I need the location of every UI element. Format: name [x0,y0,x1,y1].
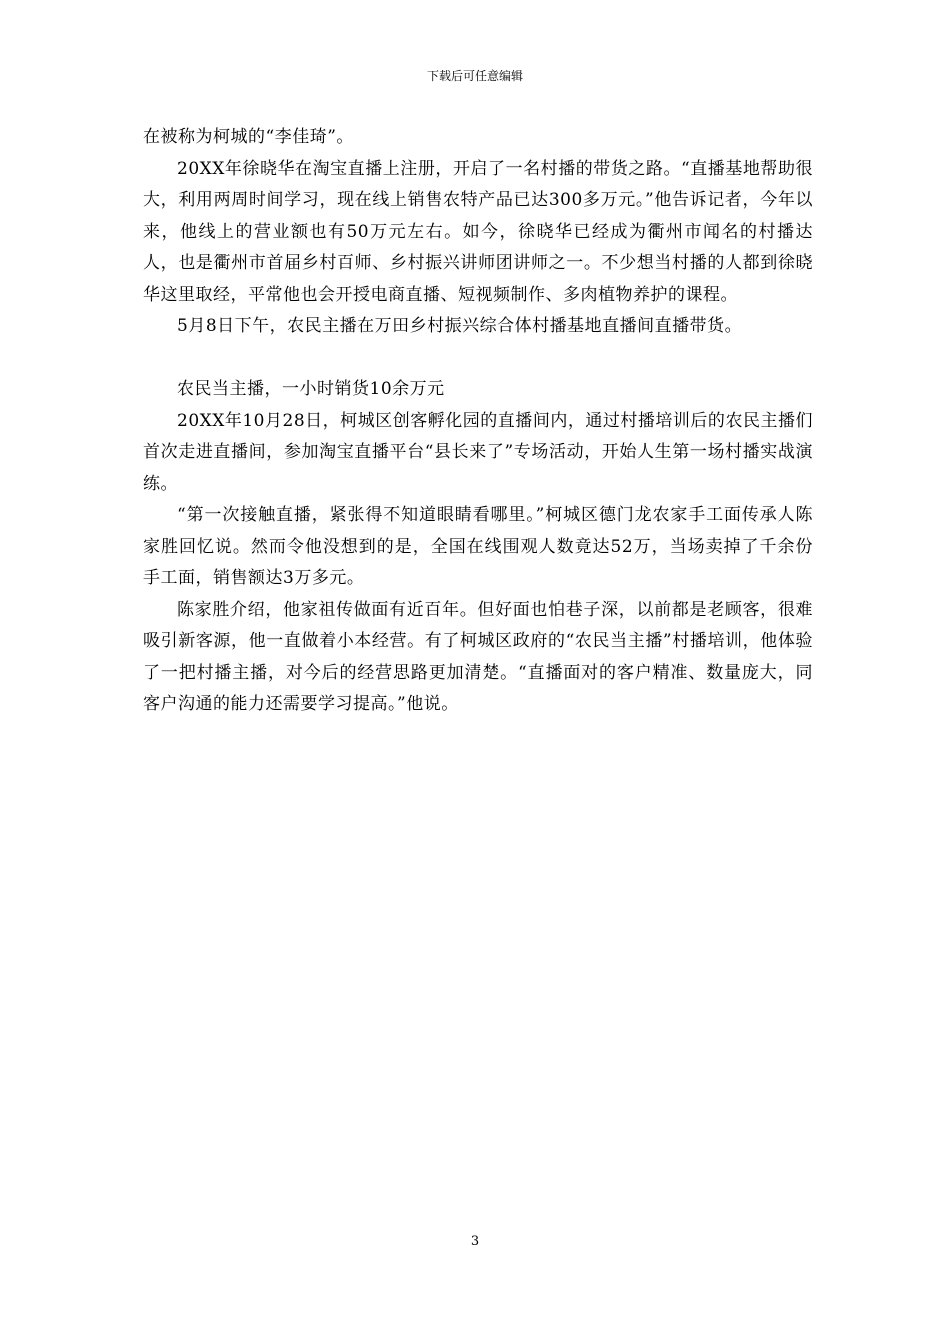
paragraph: 陈家胜介绍，他家祖传做面有近百年。但好面也怕巷子深，以前都是老顾客，很难吸引新客源，他一直做着小本经营。有了柯城区政府的“农民当主播”村播培训，他体验了一把村播主播，对今后的经营思路更加清楚。“直播面对的客户精准、数量庞大，同客户沟通的能力还需要学习提高。”他说。 [143,599,813,714]
paragraph: 20XX年徐晓华在淘宝直播上注册，开启了一名村播的带货之路。“直播基地帮助很大，利用两周时间学习，现在线上销售农特产品已达300多万元。”他告诉记者，今年以来，他线上的营业额也有50万元左右。如今，徐晓华已经成为衢州市闻名的村播达人，也是衢州市首届乡村百师、乡村振兴讲师团讲师之一。不少想当村播的人都到徐晓华这里取经，平常他也会开授电商直播、短视频制作、多肉植物养护的课程。 [143,158,813,305]
page-header: 下载后可任意编辑 [426,69,523,83]
paragraph: 20XX年10月28日，柯城区创客孵化园的直播间内，通过村播培训后的农民主播们首次走进直播间，参加淘宝直播平台“县长来了”专场活动，开始人生第一场村播实战演练。 [143,410,813,494]
paragraph-continuation: 在被称为柯城的“李佳琦”。 [143,127,354,147]
paragraph: “第一次接触直播，紧张得不知道眼睛看哪里。”柯城区德门龙农家手工面传承人陈家胜回忆说。然而令他没想到的是，全国在线围观人数竟达52万，当场卖掉了千余份手工面，销售额达3万多元。 [143,505,813,588]
photo-caption: 5月8日下午，农民主播在万田乡村振兴综合体村播基地直播间直播带货。 [177,316,743,336]
section-heading: 农民当主播，一小时销货10余万元 [177,379,445,399]
document-body [143,122,813,721]
blank-line [143,343,813,375]
page-number: 3 [470,1234,480,1249]
